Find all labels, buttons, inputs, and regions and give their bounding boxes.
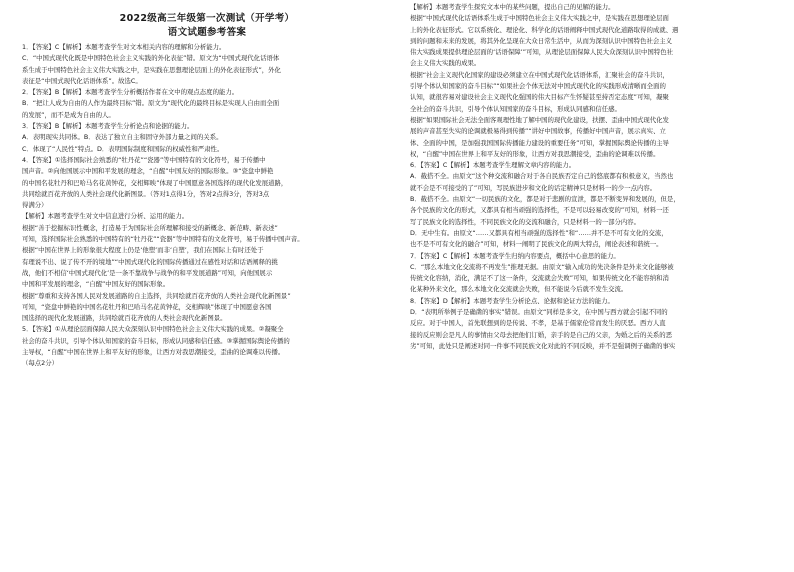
text-line: 可知，选择国际社会熟悉的中国特有的“牡丹花”“瓷器”等中国特有的文化符号，易于传播中国声音。 — [22, 235, 304, 244]
text-line: C．体现了“人民性”特点。D．表明国际制度和国际的权威性和严肃性。 — [22, 144, 224, 153]
text-line: 可知，“瓷盘中鲜艳的中国名花牡丹和巴哈马名花黄钟花，交相辉映”体现了中国愿意各国 — [22, 302, 272, 311]
text-line: 共同绘就百花齐放的人类社会现代化新图景。（答对1点得1分，答对2点得3分，答对3点 — [22, 189, 270, 198]
text-line: 3．【答案】B【解析】本题考查学生分析论点和论据的能力。 — [22, 122, 194, 131]
left-column — [22, 0, 392, 572]
text-line: 战，他们不相信‘中国式现代化’是一条不靠战争与战争的和平发展道路”可知，向他国展示 — [22, 268, 273, 277]
text-line: 【解析】本题考查学生探究文本中的某些问题，提出自己的见解的能力。 — [410, 3, 615, 11]
text-line: 传统文化容纳，消化，满足不了这一条件，交流就会失败”可知，如果传统文化不能容纳和消 — [410, 274, 669, 283]
text-line: 5．【答案】①从理论层面保障人民大众深刻认识中国特色社会主义伟大实践的成果。②凝聚全 — [22, 325, 284, 334]
text-line: 全社会的奋斗共识，引导个体认知国家的奋斗目标，形成认同感和信任感。 — [410, 104, 621, 113]
text-line: 根据“社会主义现代化国家的建设必须建立在中国式现代化话语体系，汇聚社会的奋斗共识， — [410, 70, 669, 79]
text-line: 主导权，“自醒”中国在世界上和平友好的形象，让西方对我思潮接受，歪曲的论调难以传播。 — [22, 348, 285, 357]
text-line: 权，“自醒”中国在世界上和平友好的形象，让西方对我思潮接受，歪曲的论调难以传播。 — [410, 149, 660, 158]
text-line: 7．【答案】C【解析】本题考查学生归纳内容要点，概括中心意思的能力。 — [410, 251, 620, 260]
document-subtitle: 语文试题参考答案 — [167, 27, 247, 38]
text-line: 中国和平发展的理念，“自醒”中国友好的国际形象。 — [22, 280, 170, 289]
text-line: 根据“中国在世界上的形象很大程度上仍是‘他塑’而非‘自塑’，我们在国际上有时还处于 — [22, 246, 264, 255]
right-column — [410, 0, 780, 562]
text-line: D．“表明所举例子是确凿的事实”错误。由原文“同样是多文，在中国与西方就会引起不同的 — [410, 308, 668, 317]
right-column-text — [410, 2, 780, 352]
text-line: 得满分） — [22, 201, 48, 210]
text-line: 化某种外来文化，那么本地文化交流就会失败，但不能说今后就不发生交流。 — [410, 285, 628, 294]
text-line: 根据“尊重和支持各国人民对发展道路的自主选择，共同绘就百花齐放的人类社会现代化新图景” — [22, 291, 291, 300]
text-line: 系生成于中国特色社会主义伟大实践之中，是实践在思想理论层面上的外化表征形式”，外化 — [22, 65, 281, 74]
text-line: 6．【答案】C【解析】本题考查学生理解文章内容的能力。 — [410, 161, 576, 170]
text-line: 上的外化表征形式。它以系统化、理论化、科学化的话语阐释中国式现代化道路取得的成就、遇 — [410, 25, 679, 34]
text-line: （每点2分） — [22, 359, 59, 368]
text-line: 各个民族的文化的形式，又都具有相当顽强的选择性，不是可以轻易改变的”可知，材料一还 — [410, 206, 669, 215]
text-line: B．“把让人成为自由的人作为最终目标”错。原文为“现代化的最终目标是实现人自由而全面 — [22, 99, 280, 108]
text-line: 根据“中国式现代化话语体系生成于中国特色社会主义伟大实践之中，是实践在思想理论层面 — [410, 14, 669, 23]
text-line: 也不是不可有文化的融合”可知，材料一阐明了民族文化的两大特点，阐论表述和谐统一。 — [410, 240, 663, 249]
text-line: A．表明现实共同体。B．表达了独立自主和固守外部力量之间的关系。 — [22, 133, 223, 142]
text-line: 4．【答案】①选择国际社会熟悉的“牡丹花”“瓷器”等中国特有的文化符号，易于传播中 — [22, 155, 266, 164]
text-line: 反应。对于中国人，首先联想到的是传说、不孝，是基于儒家伦常而发生的厌恶。西方人直 — [410, 319, 666, 328]
text-line: 接的反应则会是凡人的事情由父母去把他们订婚，亲手的是自己的父亲，为婚之后的关系的恶 — [410, 330, 673, 339]
text-line: 写了民族文化的选择性，不同民族文化的交流和融合，只是材料一的一部分内容。 — [410, 217, 641, 226]
text-line: C．“中国式现代化既是中国特色社会主义实践的外化表征”错。原文为“中国式现代化话语体 — [22, 54, 280, 63]
text-line: 伟大实践成果提供理论层面的‘话语保障’”可知，从理论层面保障人民大众深刻认识中国特色社 — [410, 48, 673, 57]
text-line: 到的问题和未来的发展，将其外化呈现在大众日常生活中，从而为深刻认识中国特色社会主义 — [410, 36, 673, 45]
text-line: 国选择的现代化发展道路，共同绘就百花齐放的人类社会现代化新图景。 — [22, 314, 227, 323]
text-line: 引导个体认知国家的奋斗目标”“如果社会个体无法对中国式现代化的实践形成清晰而全面的 — [410, 82, 666, 91]
text-line: B．截搭不全。由原文“一切民族的文化，都是对于悲剧的宣泄，都是不断变异和发展的，但是， — [410, 195, 680, 204]
text-line: 有理说不出、说了传不开的境地”“中国式现代化的国际传播通过在感性对话和话语阐释的挑 — [22, 257, 278, 266]
text-line: 【解析】本题考查学生对文中信息进行分析、运用的能力。 — [22, 212, 189, 221]
text-line: 体、全面的中国，是加强我国国际传播能力建设的重要任务”可知，掌握国际舆论传播的主导 — [410, 138, 669, 147]
text-line: 就不会是不可接受的了”可知，写民族进步和文化的话定精神只是材料一的少一点内容。 — [410, 183, 657, 192]
text-line: C．“那么本地文化交流将不再发生”推理无据。由原文“输入成功的先决条件是外来文化能够被 — [410, 262, 674, 271]
text-line: 1．【答案】C【解析】本题考查学生对文本相关内容的理解和分析能力。 — [22, 43, 226, 51]
text-line: 展的声音甚至失实的论调就极易得到传播”“讲好中国故事，传播好中国声音，展示真实、立 — [410, 127, 666, 136]
text-line: 8．【答案】D【解析】本题考查学生分析论点、论据和论证方法的能力。 — [410, 296, 614, 305]
text-line: 劣”可知，此处只是阐述对同一件事不同民族文化对此的不同反映，并不是强调例子确凿的事实 — [410, 341, 676, 350]
document-title: 2022级高三年级第一次测试（开学考） — [119, 13, 295, 24]
text-line: 社会的奋斗共识，引导个体认知国家的奋斗目标，形成认同感和信任感。③掌握国际舆论传播的 — [22, 336, 290, 345]
text-line: D．无中生有。由原文“……又都具有相当顽强的选择性”和“……并不是不可有文化的交流， — [410, 228, 668, 237]
text-line: 2．【答案】B【解析】本题考查学生分析概括作者在文中的观点态度的能力。 — [22, 88, 239, 97]
text-line: 认知，就很容易对建设社会主义现代化强国的伟大目标产生怀疑甚至持否定态度”可知，凝聚 — [410, 93, 669, 102]
text-line: 国声音。②向他国展示中国和平发展的理念，“自醒”中国友好的国际形象。③“瓷盘中鲜艳 — [22, 167, 274, 176]
text-line: 根据“如果国际社会无法全面客观理性地了解中国的现代化建设，扶摆、歪曲中国式现代化发 — [410, 115, 669, 124]
text-line: 的中国名花牡丹和巴哈马名花黄钟花，交相辉映”体现了中国愿意各国选择的现代化发展道路， — [22, 178, 288, 187]
text-line: 的发展”，而不是成为自由的人。 — [22, 110, 115, 119]
text-line: 会主义伟大实践的成果。 — [410, 59, 481, 68]
text-line: 表征是“中国式现代化话语体系”。故选C。 — [22, 76, 142, 85]
text-line: A．截搭不全。由原文“这个种交流和融合对于各自民族否定自己的悠底都有积极意义，当然也 — [410, 172, 674, 181]
left-column-text — [22, 42, 392, 370]
text-line: 根据“善于挖掘标识性概念，打造易于为国际社会所理解和接受的新概念、新范畴、新表述” — [22, 223, 278, 232]
